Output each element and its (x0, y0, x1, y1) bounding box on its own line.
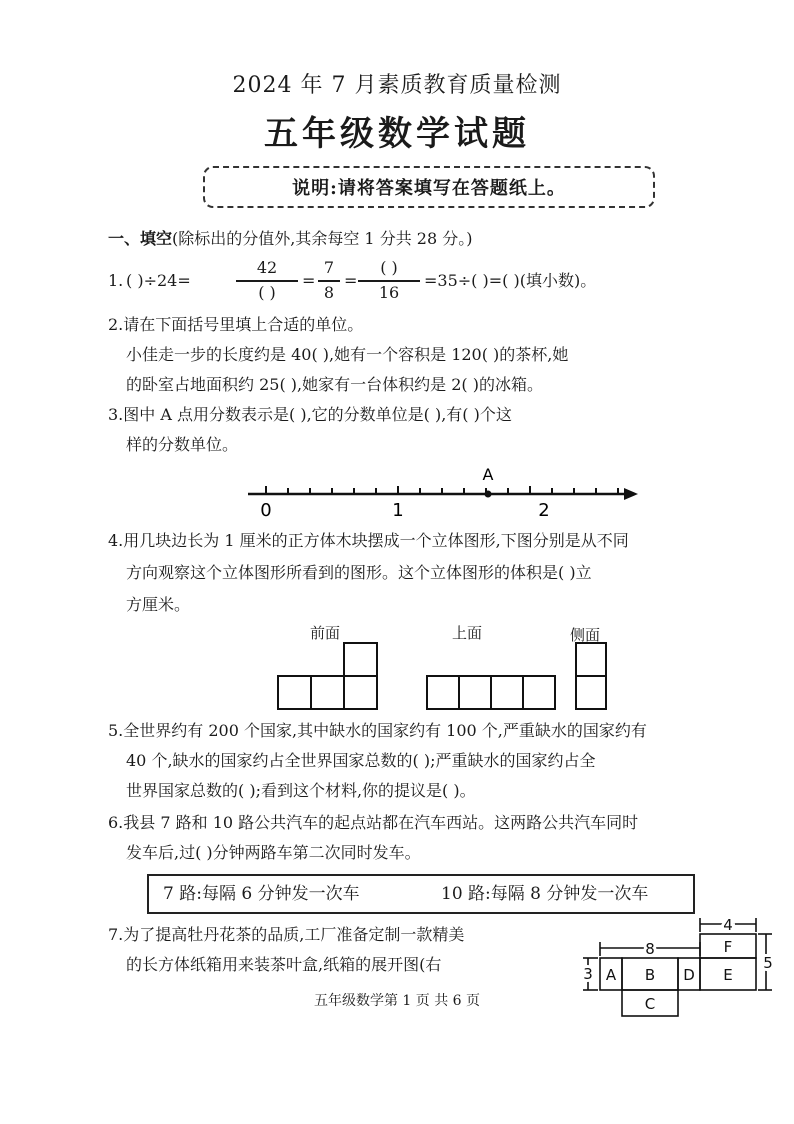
q2-line-1: 2.请在下面括号里填上合适的单位。 (108, 315, 364, 334)
side-cube-2 (576, 676, 606, 709)
side-cube-1 (576, 643, 606, 676)
section-heading (108, 228, 472, 250)
q3-line-1: 3.图中 A 点用分数表示是( ),它的分数单位是( ),有( )个这 (108, 405, 512, 424)
view-side-label: 侧面 (570, 626, 601, 644)
dim-8-label: 8 (645, 940, 655, 958)
face-a-label: A (605, 966, 617, 984)
q1-part-b: =35÷( )=( )(填小数)。 (424, 271, 597, 290)
q6-line-2: 发车后,过( )分钟两路车第二次同时发车。 (126, 843, 421, 862)
q1-eq2: = (344, 271, 358, 290)
view-front-label: 前面 (310, 624, 341, 642)
top-cube-3 (491, 676, 523, 709)
q5-line-1: 5.全世界约有 200 个国家,其中缺水的国家约有 100 个,严重缺水的国家约有 (108, 721, 647, 740)
q1-frac1-line (236, 280, 298, 282)
tick-label-0: 0 (260, 500, 272, 520)
front-cube-2 (311, 676, 344, 709)
section-note: (除标出的分值外,其余每空 1 分共 28 分。) (172, 229, 473, 248)
point-a-marker (485, 491, 492, 498)
tick-label-1: 1 (392, 500, 404, 520)
face-d-label: D (683, 966, 695, 984)
dim-5-label: 5 (763, 954, 773, 972)
q5-line-3: 世界国家总数的( );看到这个材料,你的提议是( )。 (126, 781, 476, 800)
q1-frac2-numerator: 7 (323, 258, 335, 277)
q5-line-2: 40 个,缺水的国家约占全世界国家总数的( );严重缺水的国家约占全 (126, 751, 596, 770)
q1-frac3-numerator: ( ) (380, 258, 398, 277)
point-a-label: A (482, 465, 494, 484)
bus-schedule-box (147, 874, 695, 914)
top-cube-2 (459, 676, 491, 709)
face-b-label: B (644, 966, 656, 984)
q1-frac1-denominator: ( ) (258, 283, 276, 302)
tick-label-2: 2 (538, 500, 550, 520)
q3-line-2: 样的分数单位。 (126, 435, 239, 454)
dim-3-label: 3 (583, 965, 593, 983)
view-top-label: 上面 (452, 624, 483, 642)
front-cube-3 (344, 676, 377, 709)
face-c-label: C (644, 995, 656, 1013)
q4-line-1: 4.用几块边长为 1 厘米的正方体木块摆成一个立体图形,下图分别是从不同 (108, 531, 629, 550)
dim-4-label: 4 (723, 916, 733, 934)
three-views-figure (270, 640, 620, 712)
bus-7-schedule: 7 路:每隔 6 分钟发一次车 (163, 884, 360, 904)
q7-line-1: 7.为了提高牡丹花茶的品质,工厂准备定制一款精美 (108, 925, 465, 944)
q6-line-1: 6.我县 7 路和 10 路公共汽车的起点站都在汽车西站。这两路公共汽车同时 (108, 813, 639, 832)
face-f-label: F (723, 938, 733, 956)
q1-eq1: = (302, 271, 316, 290)
face-e-label: E (723, 966, 733, 984)
exam-name: 2024 年 7 月素质教育质量检测 (232, 73, 562, 98)
instruction-notice: 说明:请将答案填写在答题纸上。 (203, 166, 655, 208)
top-cube-4 (523, 676, 555, 709)
q7-line-2: 的长方体纸箱用来装茶叶盒,纸箱的展开图(右 (126, 955, 442, 974)
top-cube-1 (427, 676, 459, 709)
front-cube-4 (344, 643, 377, 676)
q1-part-a: ( )÷24= (126, 271, 191, 290)
q1-number: 1. (108, 271, 124, 290)
page-footer: 五年级数学第 1 页 共 6 页 (313, 993, 481, 1009)
q1-frac2-line (318, 280, 340, 282)
section-title: 一、填空 (108, 229, 173, 248)
q1-frac3-denominator: 16 (378, 283, 400, 302)
number-line (240, 460, 640, 520)
q4-line-3: 方厘米。 (126, 595, 191, 614)
q2-line-2: 小佳走一步的长度约是 40( ),她有一个容积是 120( )的茶杯,她 (126, 345, 569, 364)
q1-frac1-numerator: 42 (256, 258, 278, 277)
q4-line-2: 方向观察这个立体图形所看到的图形。这个立体图形的体积是( )立 (126, 563, 592, 582)
bus-10-schedule: 10 路:每隔 8 分钟发一次车 (441, 884, 649, 904)
front-cube-1 (278, 676, 311, 709)
q2-line-3: 的卧室占地面积约 25( ),她家有一台体积约是 2( )的冰箱。 (126, 375, 543, 394)
arrow-head-icon (624, 488, 638, 500)
page-title: 五年级数学试题 (264, 114, 530, 154)
q1-frac2-denominator: 8 (323, 283, 335, 302)
q1-frac3-line (358, 280, 420, 282)
